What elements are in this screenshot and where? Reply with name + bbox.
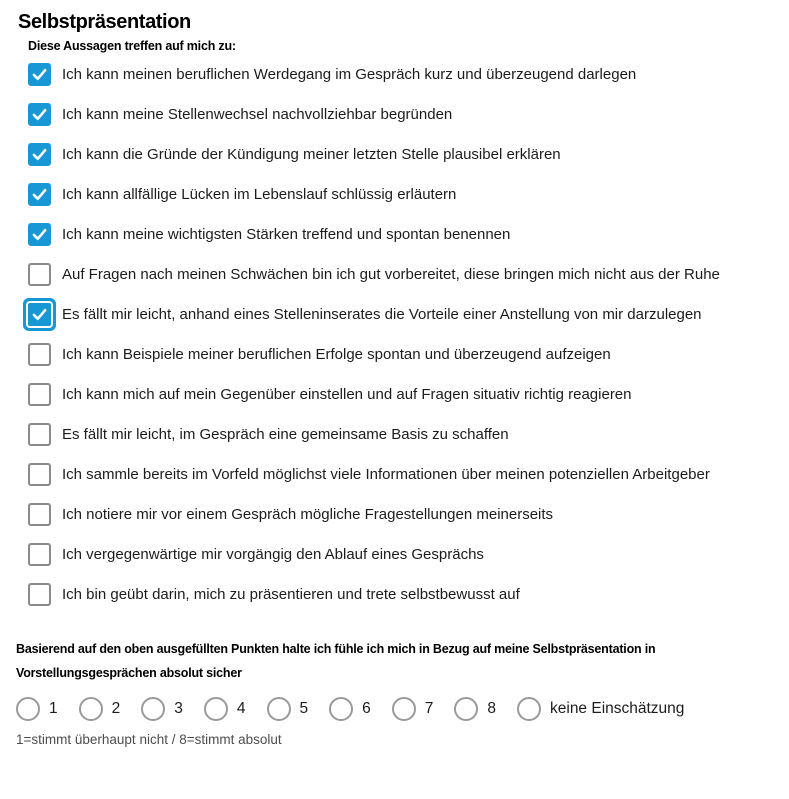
rating-option <box>267 697 309 721</box>
radio-button[interactable] <box>16 697 40 721</box>
rating-scale <box>16 697 773 721</box>
checklist-item-label: Ich bin geübt darin, mich zu präsentieren und trete selbstbewusst auf <box>62 586 520 603</box>
checklist-item <box>28 181 773 209</box>
checklist-item <box>28 301 773 329</box>
checklist-item <box>28 501 773 529</box>
radio-button[interactable] <box>329 697 353 721</box>
check-icon <box>30 225 49 244</box>
checklist-item-label: Ich sammle bereits im Vorfeld möglichst viele Informationen über meinen potenziellen Arbeitgeber <box>62 466 710 483</box>
checkbox-unchecked[interactable] <box>28 383 51 406</box>
checkbox-unchecked[interactable] <box>28 503 51 526</box>
checklist-item-label: Ich vergegenwärtige mir vorgängig den Ablauf eines Gesprächs <box>62 546 484 563</box>
checkbox-checked[interactable] <box>28 143 51 166</box>
checkbox-unchecked[interactable] <box>28 583 51 606</box>
checklist-item <box>28 541 773 569</box>
checklist-item <box>28 581 773 609</box>
checklist-item-label: Auf Fragen nach meinen Schwächen bin ich gut vorbereitet, diese bringen mich nicht aus der Ruhe <box>62 266 720 283</box>
rating-option <box>517 697 684 721</box>
checkbox-checked[interactable] <box>28 303 51 326</box>
page-title: Selbstpräsentation <box>18 11 191 33</box>
checklist-item <box>28 141 773 169</box>
rating-option <box>79 697 121 721</box>
rating-option-label: keine Einschätzung <box>550 700 685 717</box>
rating-option <box>141 697 183 721</box>
radio-button[interactable] <box>392 697 416 721</box>
checklist-item-label: Es fällt mir leicht, anhand eines Stelleninserates die Vorteile einer Anstellung von mir darzulegen <box>62 306 702 323</box>
scale-legend: 1=stimmt überhaupt nicht / 8=stimmt absolut <box>16 732 282 747</box>
rating-option-label: 5 <box>299 700 309 717</box>
rating-option-label: 8 <box>487 700 496 717</box>
rating-option <box>16 697 58 721</box>
check-icon <box>30 65 49 84</box>
rating-option-label: 1 <box>49 700 58 717</box>
rating-option-label: 3 <box>174 700 183 717</box>
checklist-item <box>28 101 773 129</box>
checklist-item-label: Ich kann meine Stellenwechsel nachvollziehbar begründen <box>62 106 453 123</box>
rating-option-label: 7 <box>424 700 434 717</box>
checkbox-unchecked[interactable] <box>28 463 51 486</box>
radio-button[interactable] <box>79 697 103 721</box>
check-icon <box>30 145 49 164</box>
checklist-item-label: Ich kann mich auf mein Gegenüber einstellen und auf Fragen situativ richtig reagieren <box>62 386 632 403</box>
radio-button[interactable] <box>204 697 228 721</box>
checklist-item-label: Ich notiere mir vor einem Gespräch mögliche Fragestellungen meinerseits <box>62 506 554 523</box>
checkbox-unchecked[interactable] <box>28 263 51 286</box>
rating-option <box>454 697 496 721</box>
radio-button[interactable] <box>454 697 478 721</box>
checkbox-unchecked[interactable] <box>28 543 51 566</box>
rating-option-label: 4 <box>236 700 246 717</box>
checklist-item <box>28 261 773 289</box>
checkbox-unchecked[interactable] <box>28 343 51 366</box>
checkbox-unchecked[interactable] <box>28 423 51 446</box>
checklist-item <box>28 461 773 489</box>
check-icon <box>30 105 49 124</box>
radio-button[interactable] <box>141 697 165 721</box>
rating-option-label: 2 <box>111 700 121 717</box>
checklist-item-label: Ich kann meine wichtigsten Stärken treffend und spontan benennen <box>62 226 511 243</box>
rating-option <box>329 697 371 721</box>
checklist-item <box>28 421 773 449</box>
checklist-item <box>28 61 773 89</box>
rating-option-label: 6 <box>362 700 371 717</box>
radio-button[interactable] <box>517 697 541 721</box>
checklist-item-label: Ich kann allfällige Lücken im Lebenslauf schlüssig erläutern <box>62 186 457 203</box>
checkbox-checked[interactable] <box>28 183 51 206</box>
checklist-item-label: Ich kann Beispiele meiner beruflichen Erfolge spontan und überzeugend aufzeigen <box>62 346 611 363</box>
checklist-item-label: Ich kann die Gründe der Kündigung meiner letzten Stelle plausibel erklären <box>62 146 561 163</box>
checklist-item <box>28 381 773 409</box>
section-subtitle: Diese Aussagen treffen auf mich zu: <box>28 39 236 53</box>
checklist-item <box>28 341 773 369</box>
rating-option <box>204 697 246 721</box>
check-icon <box>30 185 49 204</box>
checkbox-checked[interactable] <box>28 63 51 86</box>
checkbox-checked[interactable] <box>28 223 51 246</box>
checkbox-checked[interactable] <box>28 103 51 126</box>
statements-checklist <box>28 61 773 609</box>
checklist-item <box>28 221 773 249</box>
rating-option <box>392 697 434 721</box>
checklist-item-label: Ich kann meinen beruflichen Werdegang im Gespräch kurz und überzeugend darlegen <box>62 66 637 83</box>
check-icon <box>30 305 49 324</box>
radio-button[interactable] <box>267 697 291 721</box>
rating-question: Basierend auf den oben ausgefüllten Punkten halte ich fühle ich mich in Bezug auf meine Selbstpräsentation in Vorstellungsgesprächen absolut sicher <box>16 642 656 680</box>
checklist-item-label: Es fällt mir leicht, im Gespräch eine gemeinsame Basis zu schaffen <box>62 426 509 443</box>
